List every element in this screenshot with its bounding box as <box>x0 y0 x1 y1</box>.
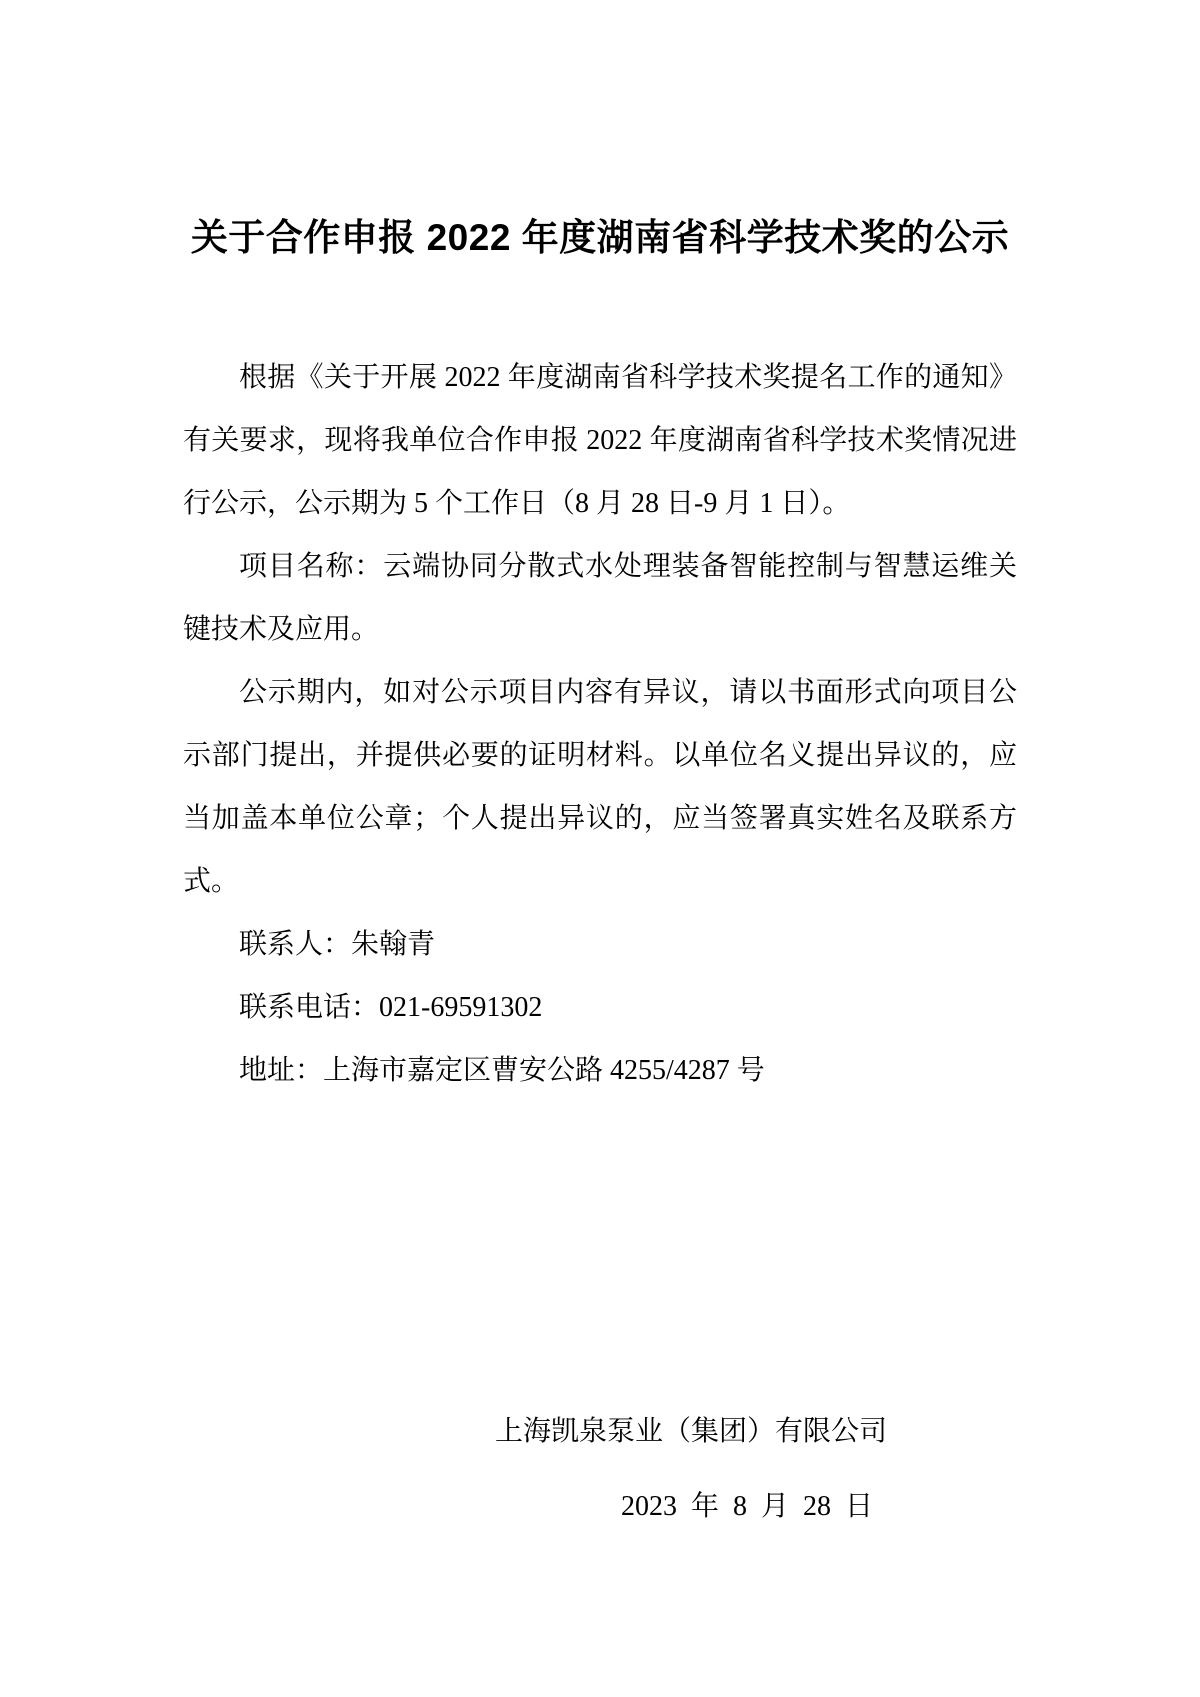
paragraph-contact-person: 联系人：朱翰青 <box>239 929 436 960</box>
document-body <box>183 346 1017 1102</box>
paragraph-contact-phone: 联系电话：021-69591302 <box>239 992 543 1023</box>
document-content <box>183 0 1017 1538</box>
paragraph-address: 地址：上海市嘉定区曹安公路 4255/4287 号 <box>239 1055 765 1086</box>
document-title: 关于合作申报 2022 年度湖南省科学技术奖的公示 <box>190 217 1010 258</box>
paragraph-project-name: 项目名称：云端协同分散式水处理装备智能控制与智慧运维关键技术及应用。 <box>183 551 1017 645</box>
paragraph-objection: 公示期内，如对公示项目内容有异议，请以书面形式向项目公示部门提出，并提供必要的证明材料。以单位名义提出异议的，应当加盖本单位公章；个人提出异议的，应当签署真实姓名及联系方式。 <box>183 677 1017 897</box>
signature-company: 上海凯泉泵业（集团）有限公司 <box>494 1416 887 1447</box>
signature-date: 2023 年 8 月 28 日 <box>620 1491 873 1522</box>
paragraph-intro: 根据《关于开展 2022 年度湖南省科学技术奖提名工作的通知》有关要求，现将我单位合作申报 2022 年度湖南省科学技术奖情况进行公示，公示期为 5 个工作日（8 月 28 日-9 月 1 日）。 <box>183 362 1017 519</box>
signature-block <box>183 1400 1017 1538</box>
